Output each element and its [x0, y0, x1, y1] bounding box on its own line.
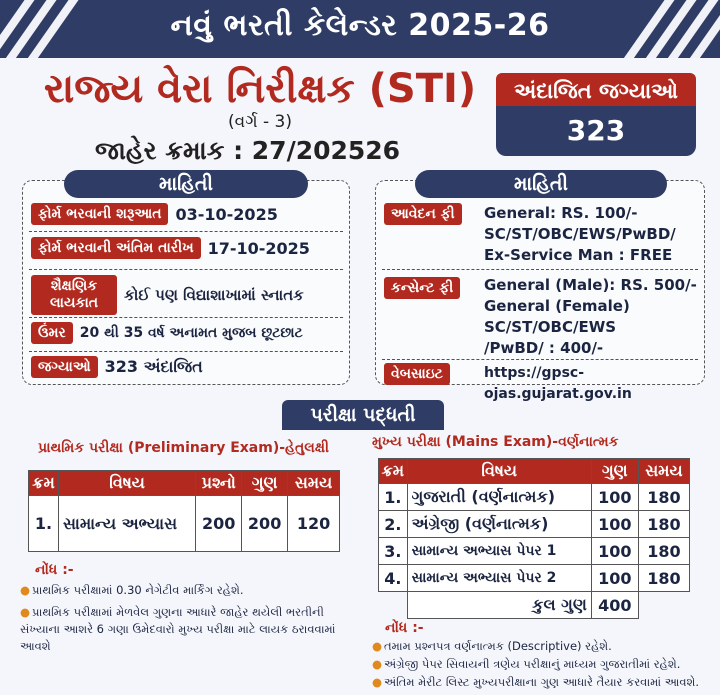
bullet-icon: ●: [20, 583, 31, 597]
info-row: [31, 203, 278, 225]
mains-note: [372, 656, 717, 673]
prelim-note: [20, 582, 340, 599]
info-heading-right: માહિતી: [415, 170, 667, 198]
consent-fee-value: [484, 275, 697, 359]
info-value: કોઈ પણ વિદ્યાશાખામાં સ્નાતક: [124, 286, 304, 304]
note-text: અંતિમ મેરીટ લિસ્ટ મુખ્યપરીક્ષાના ગુણ આધારે તૈયાર કરવામાં આવશે.: [384, 675, 700, 689]
column-header: ગુણ: [591, 459, 638, 484]
table-row: [379, 565, 690, 592]
table-cell: 180: [638, 565, 689, 592]
page-title: નવું ભરતી કેલેન્ડર 2025-26: [170, 8, 550, 43]
column-header: વિષય: [58, 471, 195, 496]
table-cell-empty: [638, 592, 689, 619]
note-text: પ્રાથમિક પરીક્ષામાં મેળવેલ ગુણના આધારે જાહેર થયેલી ભરતીની સંખ્યાના આશરે 6 ગણા ઉમેદવારો મુખ્ય પરીક્ષા માટે લાયક ઠરાવવામાં આવશે: [20, 605, 336, 653]
table-cell: સામાન્ય અભ્યાસ: [58, 496, 195, 552]
divider: [29, 231, 343, 232]
info-label: જગ્યાઓ: [31, 356, 98, 378]
column-header: વિષય: [407, 459, 591, 484]
column-header: ગુણ: [242, 471, 288, 496]
table-cell: 180: [638, 538, 689, 565]
info-label: ઉંમર: [31, 322, 73, 344]
table-cell: 1.: [29, 496, 59, 552]
website-link[interactable]: https://gpsc-ojas.gujarat.gov.in: [484, 365, 632, 402]
table-header-row: [379, 459, 690, 484]
table-cell: 180: [638, 511, 689, 538]
table-cell-empty: [379, 592, 408, 619]
vacancy-value: 323: [496, 106, 696, 156]
header-banner: [0, 0, 720, 58]
table-cell: 100: [591, 511, 638, 538]
fee-line: General (Male): RS. 500/-: [484, 276, 697, 294]
fee-label: આવેદન ફી: [384, 203, 462, 225]
column-header: સમય: [638, 459, 689, 484]
table-cell: 3.: [379, 538, 408, 565]
info-label: ફોર્મ ભરવાની શરૂઆત: [31, 203, 168, 225]
note-text: તમામ પ્રશ્નપત્ર વર્ણનાત્મક (Descriptive) રહેશે.: [384, 639, 612, 653]
prelim-title: પ્રાથમિક પરીક્ષા (Preliminary Exam)-હેતુલક્ષી: [38, 440, 330, 456]
column-header: ક્રમ: [29, 471, 59, 496]
divider: [382, 269, 698, 270]
table-cell: 200: [242, 496, 288, 552]
table-cell: 100: [591, 538, 638, 565]
mains-note: [372, 638, 717, 655]
mains-note: [372, 674, 717, 691]
prelim-note-heading: નોંધ :-: [35, 562, 74, 578]
mains-title: મુખ્ય પરીક્ષા (Mains Exam)-વર્ણનાત્મક: [372, 434, 619, 450]
vacancy-label: અંદાજિત જગ્યાઓ: [496, 73, 696, 109]
table-row: [29, 496, 340, 552]
info-heading-left: માહિતી: [64, 170, 308, 198]
divider: [29, 317, 343, 318]
info-label: ફોર્મ ભરવાની અંતિમ તારીખ: [31, 237, 201, 259]
consent-fee-label: કન્સેન્ટ ફી: [384, 277, 460, 299]
advertisement-number: જાહેર ક્રમાક : 27/202526: [95, 136, 401, 165]
table-cell: સામાન્ય અભ્યાસ પેપર 1: [407, 538, 591, 565]
info-panel-right: [375, 180, 705, 402]
fee-line: Ex-Service Man : FREE: [484, 246, 673, 264]
table-header-row: [29, 471, 340, 496]
mains-table: [378, 458, 690, 619]
table-cell: ગુજરાતી (વર્ણનાત્મક): [407, 484, 591, 511]
column-header: પ્રશ્નો: [196, 471, 242, 496]
column-header: સમય: [288, 471, 340, 496]
bullet-icon: ●: [372, 639, 383, 653]
info-row: [31, 275, 304, 315]
fee-line: /PwBD/ : 400/-: [484, 339, 604, 357]
info-value: 20 થી 35 વર્ષ અનામત મુજબ છૂટછાટ: [79, 325, 303, 341]
bullet-icon: ●: [372, 657, 383, 671]
table-cell: 180: [638, 484, 689, 511]
table-cell: સામાન્ય અભ્યાસ પેપર 2: [407, 565, 591, 592]
info-panel-left: [22, 180, 350, 385]
total-label: કુલ ગુણ: [407, 592, 591, 619]
table-cell: 100: [591, 484, 638, 511]
table-cell: 2.: [379, 511, 408, 538]
prelim-table: [28, 470, 340, 552]
table-total-row: [379, 592, 690, 619]
table-cell: 200: [196, 496, 242, 552]
bullet-icon: ●: [20, 605, 31, 619]
info-value: 323 અંદાજિત: [104, 357, 203, 376]
table-cell: અંગ્રેજી (વર્ણનાત્મક): [407, 511, 591, 538]
divider: [29, 269, 343, 270]
mains-note-heading: નોંધ :-: [385, 620, 424, 636]
divider: [29, 351, 343, 352]
info-row: [31, 322, 303, 344]
exam-pattern-heading: પરીક્ષા પદ્ધતી: [282, 400, 444, 430]
total-value: 400: [591, 592, 638, 619]
prelim-note: [20, 604, 340, 655]
divider: [382, 359, 698, 360]
fee-line: SC/ST/OBC/EWS/PwBD/: [484, 225, 676, 243]
info-row: [31, 237, 310, 259]
post-title: રાજ્ય વેરા નિરીક્ષક (STI): [43, 66, 477, 112]
fee-line: General (Female): [484, 297, 630, 315]
table-cell: 120: [288, 496, 340, 552]
table-cell: 100: [591, 565, 638, 592]
column-header: ક્રમ: [379, 459, 408, 484]
note-text: અંગ્રેજી પેપર સિવાયની ત્રણેય પરીક્ષાનું માધ્યમ ગુજરાતીમાં રહેશે.: [384, 657, 681, 671]
fee-line: SC/ST/OBC/EWS: [484, 318, 617, 336]
bullet-icon: ●: [372, 675, 383, 689]
info-label: શૈક્ષણિક લાયકાત: [31, 275, 117, 315]
website-label: વેબસાઇટ: [384, 363, 450, 385]
table-row: [379, 538, 690, 565]
table-cell: 4.: [379, 565, 408, 592]
table-row: [379, 511, 690, 538]
info-value: 17-10-2025: [207, 238, 310, 258]
fee-line: General: RS. 100/-: [484, 204, 638, 222]
info-row: [31, 356, 203, 378]
post-class: (વર્ગ - 3): [227, 112, 293, 132]
fee-value: [484, 203, 676, 266]
table-row: [379, 484, 690, 511]
table-cell: 1.: [379, 484, 408, 511]
note-text: પ્રાથમિક પરીક્ષામાં 0.30 નેગેટીવ માર્કિંગ રહેશે.: [32, 583, 244, 597]
info-value: 03-10-2025: [175, 204, 278, 224]
